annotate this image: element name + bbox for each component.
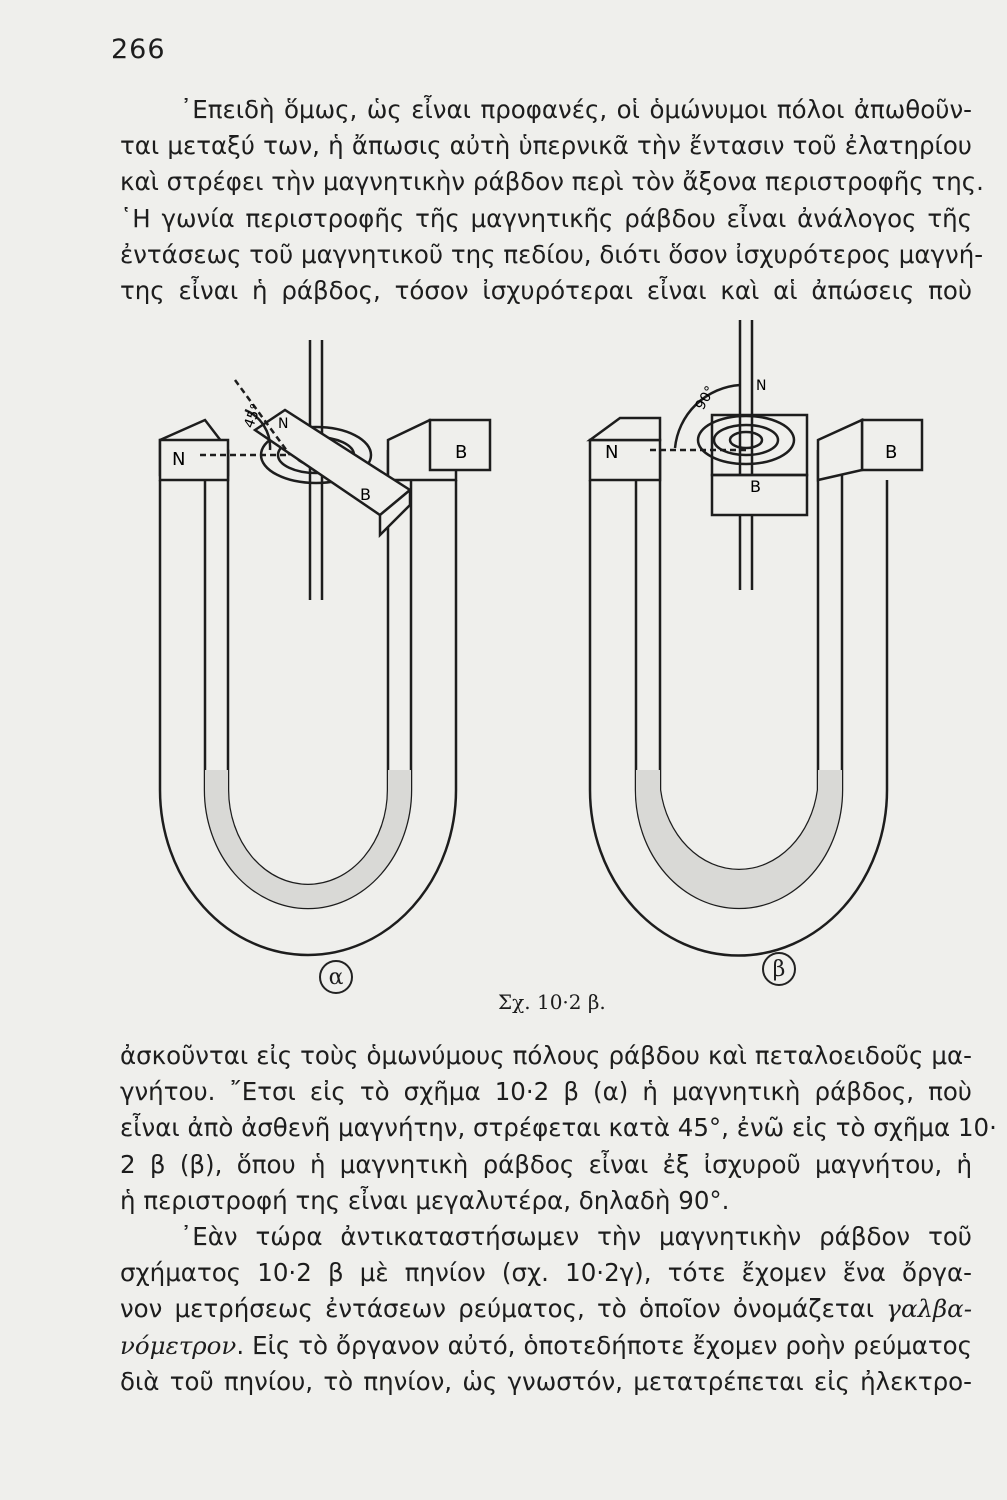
left-angle-label: 45°	[241, 401, 265, 431]
bottom-paragraph-2	[120, 1219, 972, 1400]
right-bar-n-label: N	[756, 378, 767, 394]
text-line: ἐντάσεως τοῦ μαγνητικοῦ της πεδίου, διότι ὅσον ἰσχυρότερος μαγνή-	[120, 239, 984, 269]
right-bar-b-label: B	[750, 477, 761, 496]
text-line	[120, 1328, 972, 1364]
text-line: ται μεταξύ των, ἡ ἄπωσις αὐτὴ ὑπερνικᾶ τὴν ἔντασιν τοῦ ἐλατηρίου	[120, 131, 972, 161]
right-angle-label: 90°	[692, 383, 719, 413]
term-galvanometer-part2: νόμετρον	[120, 1330, 237, 1360]
text-segment: νον μετρήσεως ἐντάσεων ρεύματος, τὸ ὁποῖον ὀνομάζεται	[120, 1294, 875, 1324]
text-line: ᾿Επειδὴ ὅμως, ὡς εἶναι προφανές, οἱ ὁμώνυμοι πόλοι ἀπωθοῦν-	[180, 95, 972, 124]
page-number: 266	[111, 34, 166, 65]
left-horseshoe-magnet	[160, 340, 490, 955]
top-paragraph	[120, 92, 984, 309]
magnet-figure	[0, 300, 1007, 1020]
text-line: ἡ περιστροφή της εἶναι μεγαλυτέρα, δηλαδὴ 90°.	[120, 1185, 730, 1215]
text-line: ῾Η γωνία περιστροφῆς τῆς μαγνητικῆς ράβδου εἶναι ἀνάλογος τῆς	[120, 203, 972, 233]
text-line: σχήματος 10·2 β μὲ πηνίον (σχ. 10·2γ), τότε ἔχομεν ἕνα ὄργα-	[120, 1258, 972, 1288]
left-pole-n-label: N	[172, 449, 186, 470]
text-line	[120, 1291, 972, 1327]
subcaption-beta: β	[762, 952, 796, 986]
right-pole-n-label: N	[605, 442, 619, 463]
right-horseshoe-magnet	[590, 320, 922, 956]
bottom-paragraph-1	[120, 1038, 997, 1219]
text-line: 2 β (β), ὅπου ἡ μαγνητικὴ ράβδος εἶναι ἐξ ἰσχυροῦ μαγνήτου, ἡ	[120, 1149, 972, 1179]
right-pole-b-label: B	[885, 442, 898, 463]
text-segment: . Εἰς τὸ ὄργανον αὐτό, ὁποτεδήποτε ἔχομεν ροὴν ρεύματος	[236, 1330, 972, 1360]
text-line: ᾿Εὰν τώρα ἀντικαταστήσωμεν τὴν μαγνητικὴν ράβδον τοῦ	[180, 1222, 972, 1251]
subcaption-alpha: α	[319, 960, 353, 994]
left-bar-b-label: B	[360, 485, 371, 504]
text-line: καὶ στρέφει τὴν μαγνητικὴν ράβδον περὶ τὸν ἄξονα περιστροφῆς της.	[120, 167, 984, 197]
figure-caption: Σχ. 10·2 β.	[498, 990, 606, 1014]
text-line: εἶναι ἀπὸ ἀσθενῆ μαγνήτην, στρέφεται κατὰ 45°, ἐνῶ εἰς τὸ σχῆμα 10·	[120, 1113, 997, 1143]
left-bar-n-label: N	[278, 416, 289, 432]
term-galvanometer-part1: γαλβα-	[886, 1294, 972, 1324]
text-line: γνήτου. ῎Ετσι εἰς τὸ σχῆμα 10·2 β (α) ἡ μαγνητικὴ ράβδος, ποὺ	[120, 1077, 972, 1107]
text-line: διὰ τοῦ πηνίου, τὸ πηνίον, ὡς γνωστόν, μετατρέπεται εἰς ἠλεκτρο-	[120, 1366, 972, 1396]
text-line: ἀσκοῦνται εἰς τοὺς ὁμωνύμους πόλους ράβδου καὶ πεταλοειδοῦς μα-	[120, 1041, 972, 1070]
text-line: της εἶναι ἡ ράβδος, τόσον ἰσχυρότεραι εἶναι καὶ αἱ ἀπώσεις ποὺ	[120, 276, 972, 306]
left-pole-b-label: B	[455, 442, 468, 463]
